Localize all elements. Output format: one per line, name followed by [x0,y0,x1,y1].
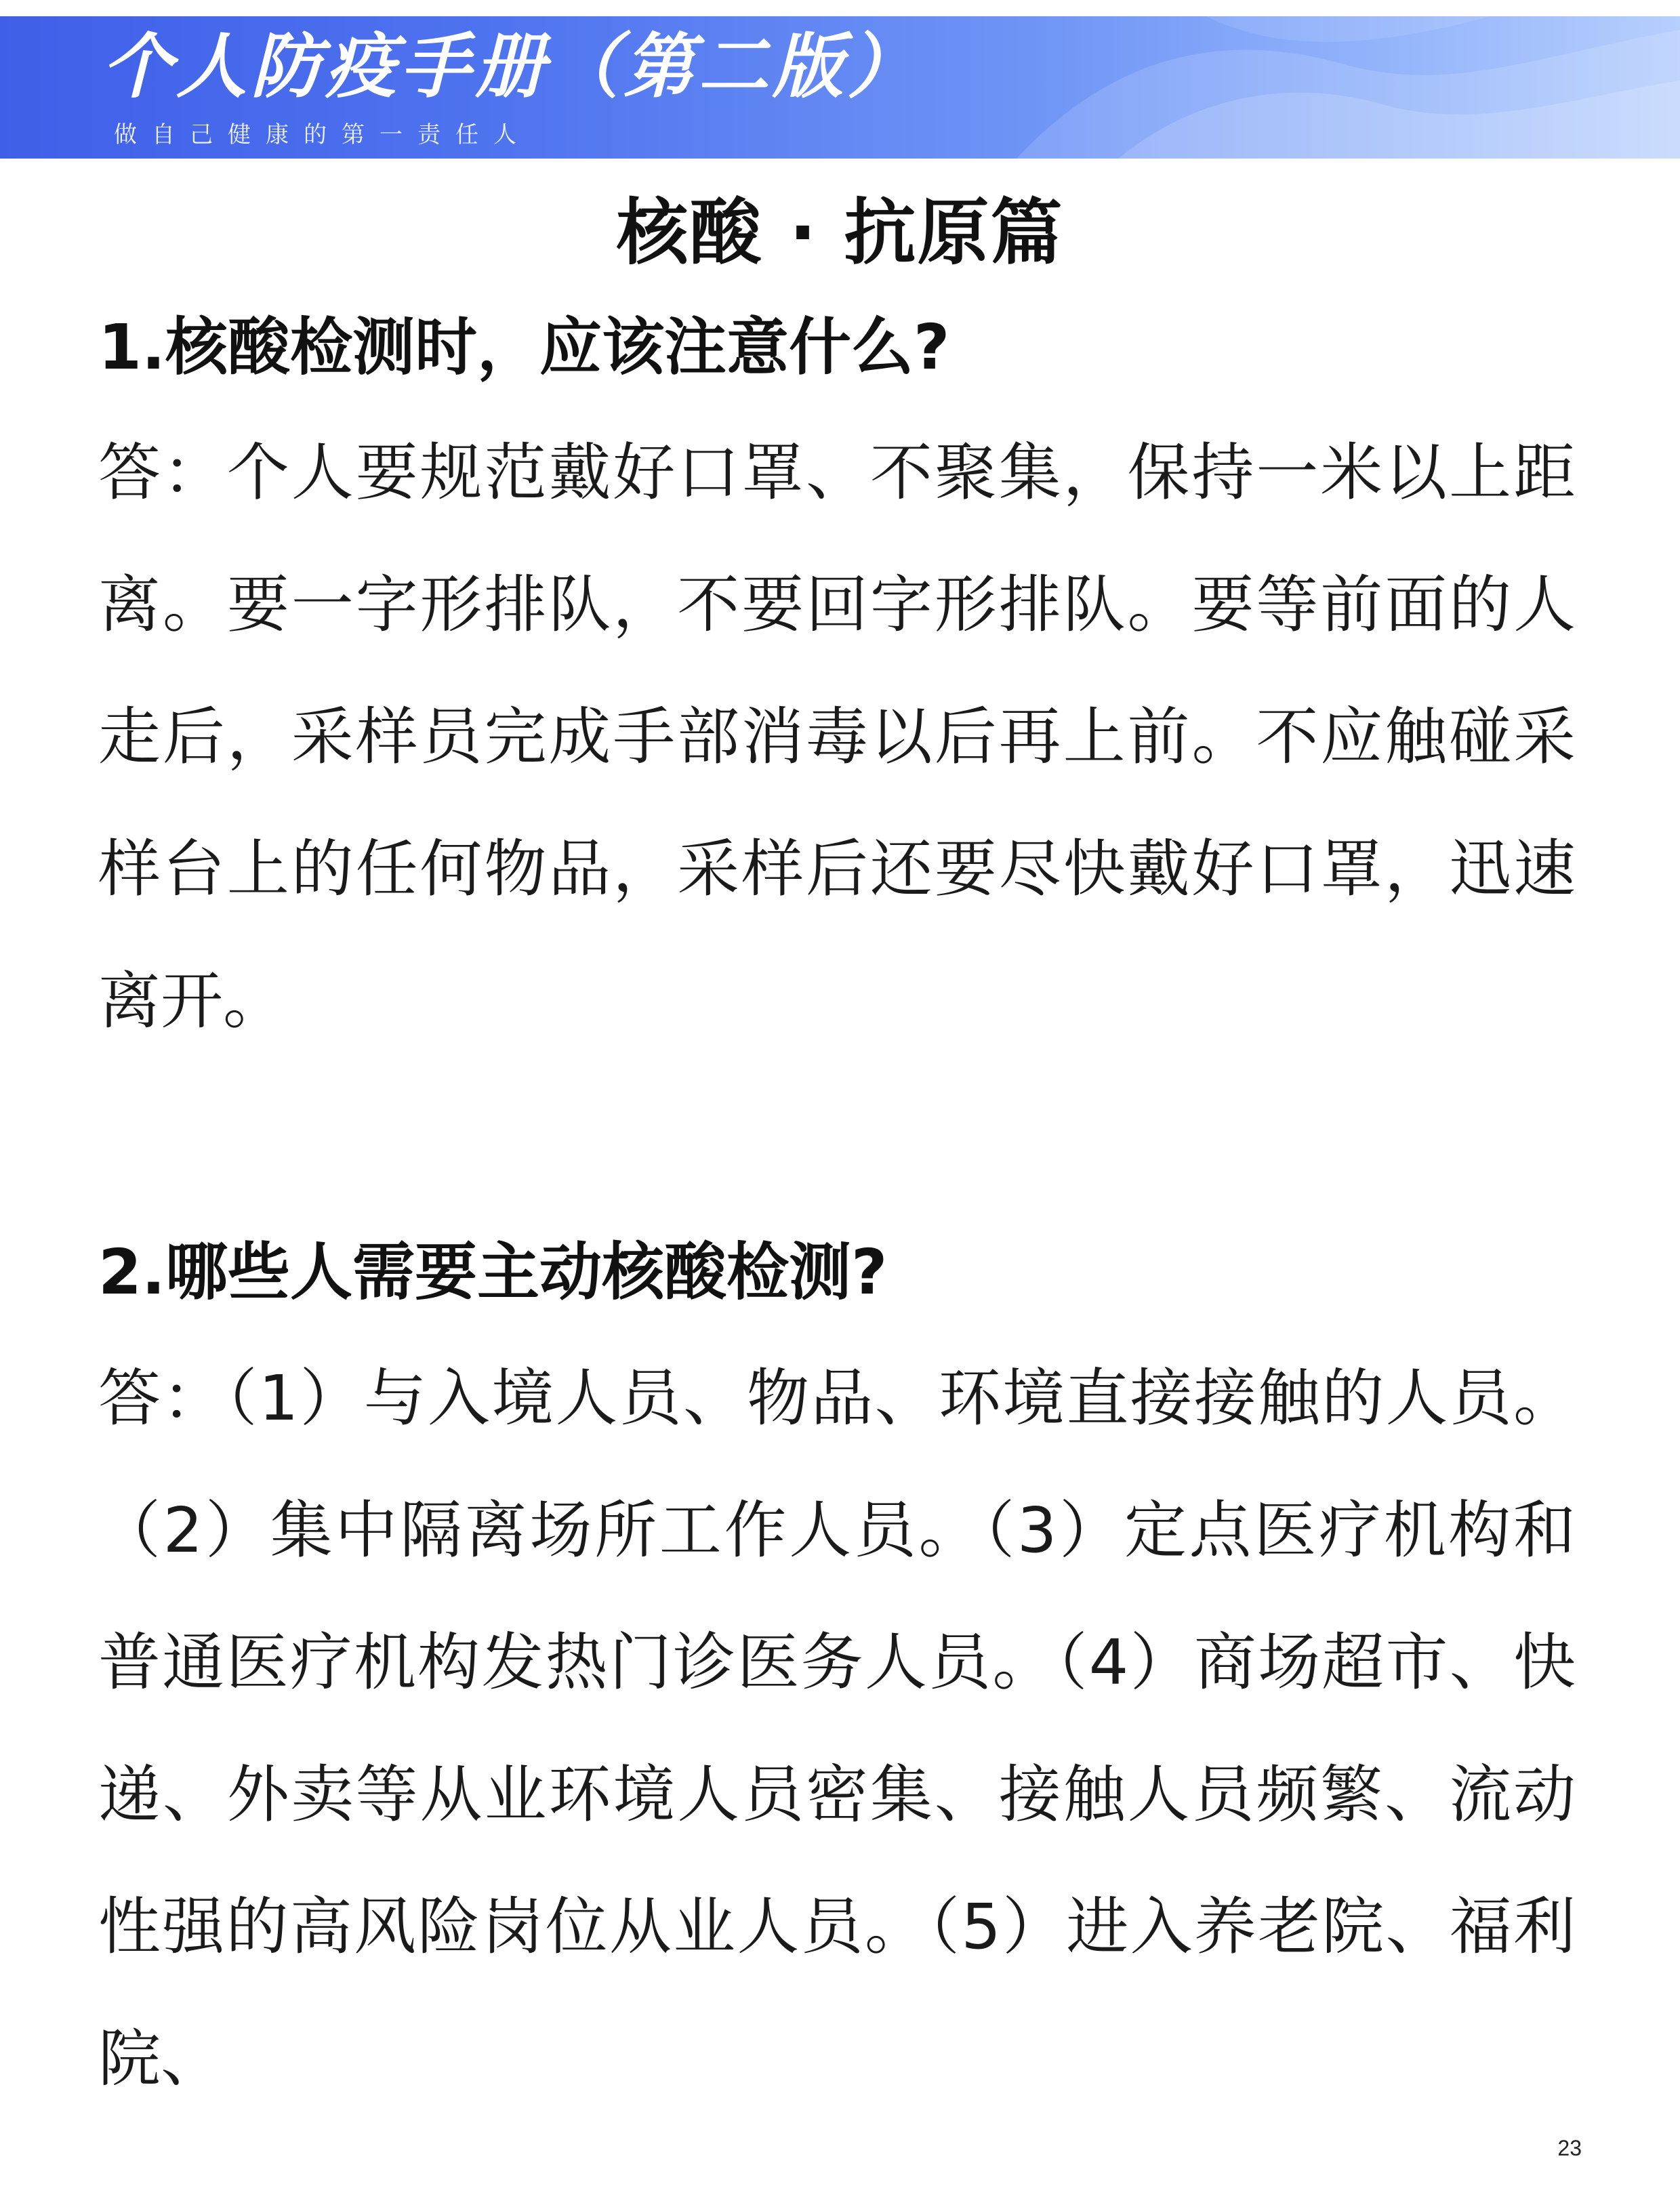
qa-content [98,310,1576,2125]
answer-1: 答：个人要规范戴好口罩、不聚集，保持一米以上距离。要一字形排队，不要回字形排队。要等前面的人走后，采样员完成手部消毒以后再上前。不应触碰采样台上的任何物品，采样后还要尽快戴好口罩，迅速离开。 [98,436,1576,1038]
header-banner [0,16,1680,159]
question-1: 1.核酸检测时，应该注意什么? [98,311,950,384]
question-2: 2.哪些人需要主动核酸检测? [98,1236,888,1309]
answer-2: 答：（1）与入境人员、物品、环境直接接触的人员。（2）集中隔离场所工作人员。（3）定点医疗机构和普通医疗机构发热门诊医务人员。（4）商场超市、快递、外卖等从业环境人员密集、接触人员频繁、流动性强的高风险岗位从业人员。（5）进入养老院、福利院、 [98,1361,1576,2095]
booklet-subtitle: 做自己健康的第一责任人 [114,121,531,148]
section-title: 核酸 · 抗原篇 [616,191,1064,274]
booklet-title: 个人防疫手册（第二版） [102,25,922,108]
spacer [98,1067,1576,1235]
page-number: 23 [1557,2136,1582,2160]
